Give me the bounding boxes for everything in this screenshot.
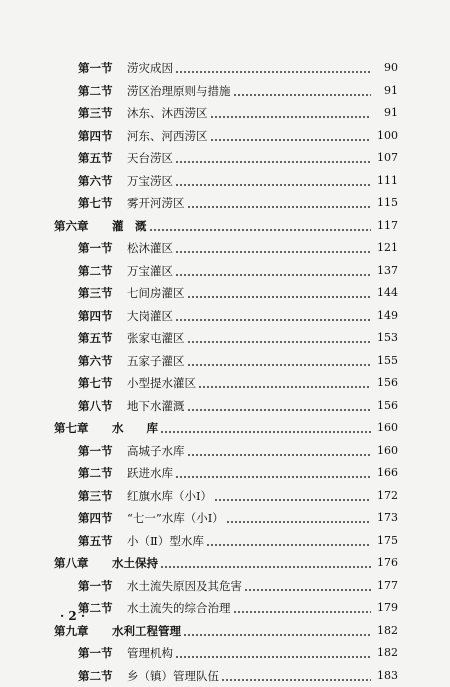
dot-leader (187, 327, 371, 350)
toc-page-number: 172 (358, 485, 398, 508)
toc-page-number: 115 (358, 192, 398, 215)
toc-section-row (0, 260, 450, 283)
toc-chapter-row (0, 215, 450, 238)
dot-leader (187, 440, 371, 463)
toc-entry-label: 第五节 (78, 327, 113, 350)
toc-entry-label: 第七节 (78, 192, 113, 215)
toc-entry-title: 河东、河西涝区 (127, 125, 208, 148)
dot-leader (187, 395, 371, 418)
toc-entry-title: 水土流失原因及其危害 (127, 575, 242, 598)
toc-page-number: 149 (358, 305, 398, 328)
toc-entry-title: 红旗水库（小Ⅰ） (127, 485, 212, 508)
page-number-footer: · 2 · (60, 609, 85, 623)
dot-leader (175, 147, 371, 170)
toc-page-number: 117 (358, 215, 398, 238)
toc-section-row (0, 237, 450, 260)
dot-leader (226, 507, 371, 530)
toc-entry-label: 第一节 (78, 642, 113, 665)
toc-section-row (0, 575, 450, 598)
toc-entry-title: 小型提水灌区 (127, 372, 196, 395)
toc-page-number: 137 (358, 260, 398, 283)
toc-entry-label: 第二节 (78, 462, 113, 485)
toc-section-row (0, 507, 450, 530)
toc-page-number: 156 (358, 372, 398, 395)
toc-entry-title: 地下水灌溉 (127, 395, 185, 418)
toc-page-number: 175 (358, 530, 398, 553)
toc-page-number: 182 (358, 642, 398, 665)
dot-leader (175, 462, 371, 485)
toc-entry-title: 涝灾成因 (127, 57, 173, 80)
dot-leader (198, 372, 371, 395)
toc-page-number: 91 (358, 80, 398, 103)
toc-section-row (0, 327, 450, 350)
toc-entry-label: 第五节 (78, 147, 113, 170)
toc-entry-label: 第四节 (78, 305, 113, 328)
toc-section-row (0, 665, 450, 687)
toc-entry-title: 松沐灌区 (127, 237, 173, 260)
toc-entry-title: 跃进水库 (127, 462, 173, 485)
toc-entry-title: 沐东、沐西涝区 (127, 102, 208, 125)
toc-section-row (0, 147, 450, 170)
toc-entry-title: 雾开河涝区 (127, 192, 185, 215)
toc-chapter-row (0, 552, 450, 575)
toc-entry-label: 第八章 (54, 552, 89, 575)
dot-leader (149, 215, 371, 238)
toc-entry-label: 第一节 (78, 575, 113, 598)
toc-entry-title: 大岗灌区 (127, 305, 173, 328)
toc-entry-title: 涝区治理原则与措施 (127, 80, 231, 103)
toc-page-number: 90 (358, 57, 398, 80)
toc-page-number: 179 (358, 597, 398, 620)
toc-entry-label: 第四节 (78, 125, 113, 148)
toc-page-number: 182 (358, 620, 398, 643)
toc-section-row (0, 192, 450, 215)
toc-entry-label: 第三节 (78, 485, 113, 508)
toc-section-row (0, 485, 450, 508)
toc-section-row (0, 102, 450, 125)
dot-leader (210, 125, 371, 148)
toc-page-number: 111 (358, 170, 398, 193)
toc-chapter-row (0, 417, 450, 440)
dot-leader (221, 665, 371, 687)
toc-entry-label: 第七章 (54, 417, 89, 440)
dot-leader (214, 485, 371, 508)
toc-page-number: 156 (358, 395, 398, 418)
dot-leader (175, 170, 371, 193)
dot-leader (233, 597, 371, 620)
toc-entry-title: “七一”水库（小Ⅰ） (127, 507, 224, 530)
toc-page-number: 100 (358, 125, 398, 148)
toc-section-row (0, 282, 450, 305)
toc-entry-label: 第六章 (54, 215, 89, 238)
toc-entry-label: 第七节 (78, 372, 113, 395)
dot-leader (233, 80, 371, 103)
dot-leader (187, 192, 371, 215)
toc-section-row (0, 462, 450, 485)
dot-leader (187, 282, 371, 305)
dot-leader (175, 305, 371, 328)
toc-section-row (0, 372, 450, 395)
table-of-contents (0, 57, 450, 687)
toc-entry-title: 张家屯灌区 (127, 327, 185, 350)
toc-entry-label: 第二节 (78, 260, 113, 283)
toc-entry-title: 天台涝区 (127, 147, 173, 170)
toc-entry-label: 第六节 (78, 170, 113, 193)
toc-entry-label: 第一节 (78, 440, 113, 463)
toc-entry-title: 五家子灌区 (127, 350, 185, 373)
toc-entry-label: 第一节 (78, 57, 113, 80)
toc-page-number: 183 (358, 665, 398, 687)
dot-leader (206, 530, 371, 553)
toc-page-number: 173 (358, 507, 398, 530)
toc-page-number: 160 (358, 417, 398, 440)
dot-leader (244, 575, 371, 598)
toc-section-row (0, 57, 450, 80)
toc-section-row (0, 440, 450, 463)
toc-entry-title: 水 库 (112, 417, 158, 440)
dot-leader (175, 57, 371, 80)
toc-page-number: 155 (358, 350, 398, 373)
toc-entry-label: 第二节 (78, 665, 113, 687)
toc-entry-title: 灌 溉 (112, 215, 147, 238)
toc-entry-title: 乡（镇）管理队伍 (127, 665, 219, 687)
toc-entry-title: 万宝涝区 (127, 170, 173, 193)
dot-leader (175, 642, 371, 665)
toc-entry-label: 第一节 (78, 237, 113, 260)
toc-section-row (0, 530, 450, 553)
toc-page-number: 160 (358, 440, 398, 463)
toc-entry-label: 第二节 (78, 80, 113, 103)
toc-section-row (0, 80, 450, 103)
toc-entry-title: 水土保持 (112, 552, 158, 575)
dot-leader (160, 417, 371, 440)
toc-entry-label: 第三节 (78, 282, 113, 305)
toc-entry-label: 第五节 (78, 530, 113, 553)
toc-section-row (0, 305, 450, 328)
toc-entry-label: 第三节 (78, 102, 113, 125)
toc-entry-label: 第八节 (78, 395, 113, 418)
toc-page-number: 107 (358, 147, 398, 170)
dot-leader (175, 260, 371, 283)
toc-page-number: 91 (358, 102, 398, 125)
toc-page-number: 144 (358, 282, 398, 305)
toc-page-number: 166 (358, 462, 398, 485)
toc-section-row (0, 350, 450, 373)
toc-entry-title: 水利工程管理 (112, 620, 181, 643)
toc-entry-label: 第二节 (78, 597, 113, 620)
dot-leader (183, 620, 371, 643)
toc-entry-title: 七间房灌区 (127, 282, 185, 305)
toc-page-number: 177 (358, 575, 398, 598)
dot-leader (160, 552, 371, 575)
dot-leader (210, 102, 371, 125)
toc-page-number: 121 (358, 237, 398, 260)
toc-section-row (0, 125, 450, 148)
toc-section-row (0, 642, 450, 665)
toc-entry-title: 水土流失的综合治理 (127, 597, 231, 620)
toc-entry-title: 万宝灌区 (127, 260, 173, 283)
toc-section-row (0, 170, 450, 193)
toc-entry-title: 小（Ⅱ）型水库 (127, 530, 204, 553)
toc-entry-title: 高城子水库 (127, 440, 185, 463)
toc-entry-label: 第九章 (54, 620, 89, 643)
toc-section-row (0, 395, 450, 418)
toc-entry-label: 第四节 (78, 507, 113, 530)
toc-entry-label: 第六节 (78, 350, 113, 373)
toc-page-number: 176 (358, 552, 398, 575)
dot-leader (187, 350, 371, 373)
dot-leader (175, 237, 371, 260)
toc-entry-title: 管理机构 (127, 642, 173, 665)
toc-page-number: 153 (358, 327, 398, 350)
